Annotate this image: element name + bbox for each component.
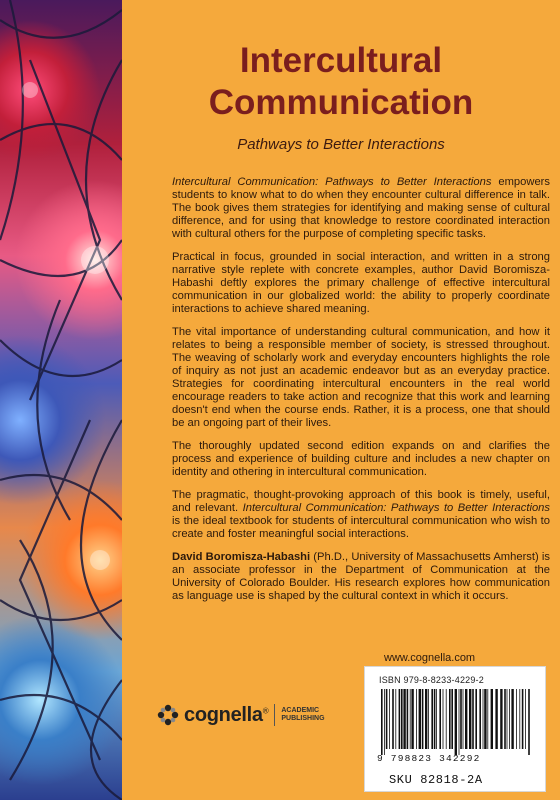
barcode-bar xyxy=(465,689,467,749)
barcode-bar xyxy=(399,689,401,749)
paragraph-4: The thoroughly updated second edition expands on and clarifies the process and experience of building culture and includes a new chapter on identity and othering in intercultural communication. xyxy=(172,440,550,478)
book-description xyxy=(172,176,550,613)
barcode-bar xyxy=(472,689,474,749)
barcode-bar xyxy=(483,689,484,749)
barcode-bar xyxy=(446,689,447,749)
barcode-digits: 9 798823 342292 xyxy=(377,753,481,764)
barcode-bar xyxy=(416,689,417,749)
barcode-bar xyxy=(469,689,471,749)
barcode-bar xyxy=(392,689,394,749)
barcode-bar xyxy=(491,689,493,749)
logo-subtitle: ACADEMIC PUBLISHING xyxy=(281,707,325,722)
barcode-bar xyxy=(484,689,486,749)
barcode-bar xyxy=(425,689,427,749)
barcode-bar xyxy=(449,689,451,749)
publisher-url[interactable]: www.cognella.com xyxy=(384,652,476,664)
barcode-bar xyxy=(381,689,383,755)
barcode-bar xyxy=(384,689,385,755)
barcode-bar xyxy=(428,689,429,749)
barcode-bar xyxy=(451,689,453,749)
paragraph-2: Practical in focus, grounded in social interaction, and written in a strong narrative style replete with concrete examples, author David Boromisza-Habashi deftly explores the primary challenge of effective intercultural communication in our globalized world: the ability to properly coordinate interactions to achieve shared meaning. xyxy=(172,251,550,315)
barcode-bar xyxy=(511,689,513,749)
cognella-flower-icon xyxy=(156,703,180,727)
book-subtitle: Pathways to Better Interactions xyxy=(237,136,445,153)
logo-wordmark: cognella® xyxy=(184,703,269,726)
book-title-italic: Intercultural Communication: Pathways to Better Interactions xyxy=(172,176,492,188)
author-bio: David Boromisza-Habashi (Ph.D., University of Massachusetts Amherst) is an associate professor in the Department of Communication at the University of Colorado Boulder. His research explores how communication as language use is shaped by the cultural context in which it occurs. xyxy=(172,551,551,602)
barcode-bar xyxy=(519,689,520,749)
barcode-bar xyxy=(509,689,510,749)
book-title-line-1: Intercultural xyxy=(239,41,443,80)
barcode-bar xyxy=(403,689,405,749)
barcode-bar xyxy=(479,689,481,749)
barcode-bar xyxy=(431,689,433,749)
barcode-bar xyxy=(487,689,488,749)
barcode-bar xyxy=(410,689,411,749)
barcode-bar xyxy=(422,689,424,749)
barcode-bar xyxy=(504,689,506,749)
book-title-italic: Intercultural Communication: Pathways to Better Interactions xyxy=(242,502,550,514)
barcode-bar xyxy=(463,689,464,749)
logo-divider xyxy=(274,704,275,726)
barcode-bar xyxy=(507,689,508,749)
barcode-bar xyxy=(525,689,526,749)
publisher-logo xyxy=(156,703,325,727)
stained-glass-lines xyxy=(0,0,122,800)
author-name: David Boromisza-Habashi xyxy=(172,551,311,563)
barcode-bar xyxy=(495,689,497,749)
barcode-bar xyxy=(439,689,441,749)
barcode-bar xyxy=(475,689,477,749)
barcode-bar xyxy=(459,689,460,755)
isbn-label: ISBN 979-8-8233-4229-2 xyxy=(379,675,484,685)
barcode-icon xyxy=(379,689,533,755)
barcode-panel xyxy=(364,666,546,792)
book-title-line-2: Communication xyxy=(208,83,474,122)
barcode-bar xyxy=(500,689,502,749)
barcode-bar xyxy=(443,689,444,749)
paragraph-1: Intercultural Communication: Pathways to Better Interactions empowers students to know what to do when they encounter cultural difference in talk. The book gives them strategies for identifying and making sense of cultural difference, and for using that knowledge to restore coordinated interaction with cultural others for the purpose of completing specific tasks. xyxy=(172,176,550,240)
barcode-bar xyxy=(436,689,437,749)
barcode-bar xyxy=(386,689,388,749)
barcode-bar xyxy=(411,689,413,749)
barcode-bar xyxy=(434,689,436,749)
barcode-bar xyxy=(522,689,524,749)
barcode-bar xyxy=(528,689,530,755)
barcode-bar xyxy=(401,689,403,749)
paragraph-5: The pragmatic, thought-provoking approach of this book is timely, useful, and relevant. Intercultural Communication: Pathways to Better Interactions is the ideal textbook for students of intercultural communication who wish to create and foster meaningful social interactions. xyxy=(172,489,550,540)
stained-glass-artwork xyxy=(0,0,122,800)
barcode-bar xyxy=(516,689,517,749)
barcode-bar xyxy=(419,689,421,749)
paragraph-3: The vital importance of understanding cultural communication, and how it relates to being a responsible member of society, is stressed throughout. The weaving of scholarly work and everyday encounters highlights the role of inquiry as not just an academic endeavor but as an everyday practice. Strategies for coordinating intercultural encounters in the real world encourage readers to take action and recognize that this work and learning doesn't end when the course ends. Rather, it is a process, one that should be an ongoing part of their lives. xyxy=(172,326,550,429)
barcode-bar xyxy=(395,689,396,749)
barcode-bar xyxy=(407,689,409,749)
barcode-bar xyxy=(460,689,462,749)
barcode-bar xyxy=(455,689,457,755)
sku-label: SKU 82818-2A xyxy=(389,773,483,787)
barcode-bar xyxy=(389,689,390,749)
